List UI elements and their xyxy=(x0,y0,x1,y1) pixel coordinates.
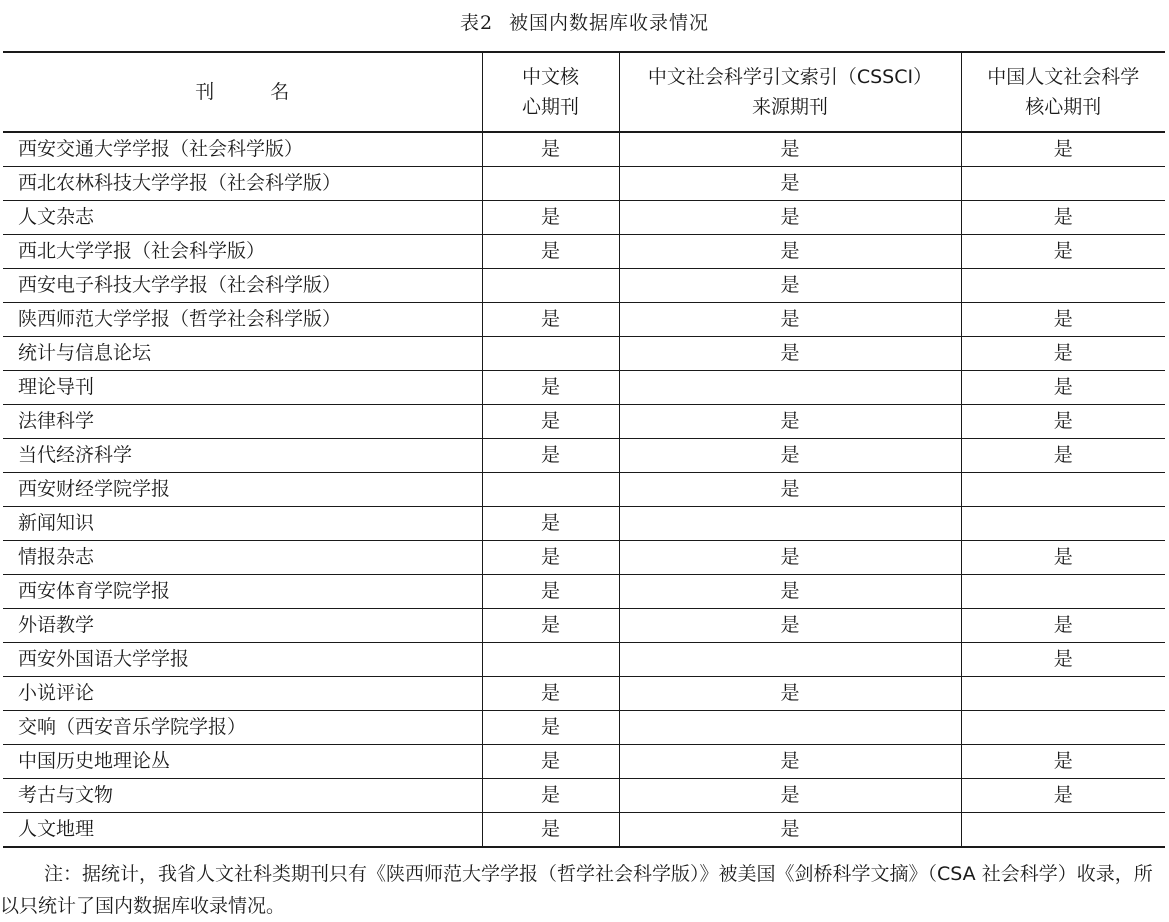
header-cssci-core xyxy=(482,52,619,132)
humanities-core-cell xyxy=(961,167,1165,201)
table-row xyxy=(3,677,1165,711)
cssci-source-cell: 是 xyxy=(619,779,961,813)
table-caption xyxy=(0,8,1169,35)
journal-name-cell: 西安电子科技大学学报（社会科学版） xyxy=(3,269,482,303)
cssci-source-cell: 是 xyxy=(619,167,961,201)
header-core-line-1: 中文核 xyxy=(521,66,579,88)
table-row xyxy=(3,609,1165,643)
journal-name-cell: 人文杂志 xyxy=(3,201,482,235)
humanities-core-cell: 是 xyxy=(961,371,1165,405)
journal-name-cell: 理论导刊 xyxy=(3,371,482,405)
chinese-core-cell: 是 xyxy=(482,779,619,813)
humanities-core-cell xyxy=(961,711,1165,745)
header-humanities-line-1: 中国人文社会科学 xyxy=(987,66,1140,88)
header-cssci-line-1: 中文社会科学引文索引（CSSCI） xyxy=(647,66,933,88)
header-core-line-2: 心期刊 xyxy=(521,96,579,118)
humanities-core-cell: 是 xyxy=(961,643,1165,677)
table-row xyxy=(3,269,1165,303)
humanities-core-cell: 是 xyxy=(961,779,1165,813)
cssci-source-cell xyxy=(619,507,961,541)
cssci-source-cell: 是 xyxy=(619,745,961,779)
journal-index-table xyxy=(3,51,1165,848)
header-humanities-line-2: 核心期刊 xyxy=(1025,96,1102,118)
table-row xyxy=(3,541,1165,575)
table-row xyxy=(3,439,1165,473)
cssci-source-cell xyxy=(619,711,961,745)
journal-name-cell: 西安交通大学学报（社会科学版） xyxy=(3,132,482,167)
chinese-core-cell: 是 xyxy=(482,745,619,779)
humanities-core-cell: 是 xyxy=(961,201,1165,235)
header-journal-name: 刊名 xyxy=(3,52,482,132)
cssci-source-cell: 是 xyxy=(619,132,961,167)
humanities-core-cell xyxy=(961,507,1165,541)
table-row xyxy=(3,303,1165,337)
journal-name-cell: 当代经济科学 xyxy=(3,439,482,473)
table-row xyxy=(3,473,1165,507)
chinese-core-cell: 是 xyxy=(482,439,619,473)
table-row xyxy=(3,745,1165,779)
table-row xyxy=(3,132,1165,167)
header-humanities-core xyxy=(961,52,1165,132)
chinese-core-cell: 是 xyxy=(482,609,619,643)
journal-name-cell: 中国历史地理论丛 xyxy=(3,745,482,779)
table-body xyxy=(3,132,1165,847)
humanities-core-cell: 是 xyxy=(961,439,1165,473)
chinese-core-cell: 是 xyxy=(482,711,619,745)
chinese-core-cell xyxy=(482,337,619,371)
cssci-source-cell: 是 xyxy=(619,575,961,609)
cssci-source-cell: 是 xyxy=(619,677,961,711)
chinese-core-cell: 是 xyxy=(482,813,619,848)
chinese-core-cell: 是 xyxy=(482,677,619,711)
journal-name-cell: 统计与信息论坛 xyxy=(3,337,482,371)
cssci-source-cell: 是 xyxy=(619,405,961,439)
header-cssci-source xyxy=(619,52,961,132)
chinese-core-cell: 是 xyxy=(482,575,619,609)
journal-name-cell: 西北农林科技大学学报（社会科学版） xyxy=(3,167,482,201)
humanities-core-cell: 是 xyxy=(961,609,1165,643)
table-row xyxy=(3,779,1165,813)
cssci-source-cell: 是 xyxy=(619,541,961,575)
chinese-core-cell: 是 xyxy=(482,507,619,541)
chinese-core-cell xyxy=(482,473,619,507)
cssci-source-cell: 是 xyxy=(619,473,961,507)
journal-name-cell: 考古与文物 xyxy=(3,779,482,813)
humanities-core-cell: 是 xyxy=(961,337,1165,371)
journal-name-cell: 新闻知识 xyxy=(3,507,482,541)
header-cssci-line-2: 来源期刊 xyxy=(751,96,828,118)
journal-name-cell: 交响（西安音乐学院学报） xyxy=(3,711,482,745)
cssci-source-cell xyxy=(619,371,961,405)
chinese-core-cell: 是 xyxy=(482,541,619,575)
humanities-core-cell: 是 xyxy=(961,405,1165,439)
humanities-core-cell xyxy=(961,575,1165,609)
cssci-source-cell: 是 xyxy=(619,813,961,848)
chinese-core-cell xyxy=(482,643,619,677)
humanities-core-cell xyxy=(961,677,1165,711)
cssci-source-cell xyxy=(619,643,961,677)
table-row xyxy=(3,371,1165,405)
cssci-source-cell: 是 xyxy=(619,269,961,303)
journal-name-cell: 西安财经学院学报 xyxy=(3,473,482,507)
header-row xyxy=(3,52,1165,132)
humanities-core-cell xyxy=(961,269,1165,303)
chinese-core-cell: 是 xyxy=(482,132,619,167)
journal-name-cell: 外语教学 xyxy=(3,609,482,643)
humanities-core-cell xyxy=(961,473,1165,507)
cssci-source-cell: 是 xyxy=(619,439,961,473)
cssci-source-cell: 是 xyxy=(619,337,961,371)
table-row xyxy=(3,235,1165,269)
chinese-core-cell: 是 xyxy=(482,235,619,269)
journal-name-cell: 西安体育学院学报 xyxy=(3,575,482,609)
table-row xyxy=(3,167,1165,201)
chinese-core-cell: 是 xyxy=(482,405,619,439)
journal-name-cell: 西北大学学报（社会科学版） xyxy=(3,235,482,269)
table-number: 表2 xyxy=(459,12,494,34)
table-row xyxy=(3,711,1165,745)
chinese-core-cell: 是 xyxy=(482,201,619,235)
chinese-core-cell: 是 xyxy=(482,371,619,405)
cssci-source-cell: 是 xyxy=(619,201,961,235)
cssci-source-cell: 是 xyxy=(619,609,961,643)
table-row xyxy=(3,813,1165,848)
humanities-core-cell: 是 xyxy=(961,745,1165,779)
table-row xyxy=(3,337,1165,371)
chinese-core-cell: 是 xyxy=(482,303,619,337)
table-row xyxy=(3,643,1165,677)
journal-name-cell: 人文地理 xyxy=(3,813,482,848)
humanities-core-cell: 是 xyxy=(961,541,1165,575)
humanities-core-cell: 是 xyxy=(961,303,1165,337)
table-title: 被国内数据库收录情况 xyxy=(509,12,710,34)
journal-name-cell: 小说评论 xyxy=(3,677,482,711)
cssci-source-cell: 是 xyxy=(619,303,961,337)
table-row xyxy=(3,201,1165,235)
humanities-core-cell: 是 xyxy=(961,132,1165,167)
table-row xyxy=(3,507,1165,541)
table-footnote: 注：据统计，我省人文社科类期刊只有《陕西师范大学学报（哲学社会科学版）》被美国《剑桥科学文摘》（CSA 社会科学）收录，所以只统计了国内数据库收录情况。 xyxy=(0,863,1153,917)
chinese-core-cell xyxy=(482,269,619,303)
table-row xyxy=(3,575,1165,609)
journal-name-cell: 法律科学 xyxy=(3,405,482,439)
cssci-source-cell: 是 xyxy=(619,235,961,269)
humanities-core-cell xyxy=(961,813,1165,848)
humanities-core-cell: 是 xyxy=(961,235,1165,269)
journal-name-cell: 情报杂志 xyxy=(3,541,482,575)
table-row xyxy=(3,405,1165,439)
journal-name-cell: 西安外国语大学学报 xyxy=(3,643,482,677)
chinese-core-cell xyxy=(482,167,619,201)
journal-name-cell: 陕西师范大学学报（哲学社会科学版） xyxy=(3,303,482,337)
